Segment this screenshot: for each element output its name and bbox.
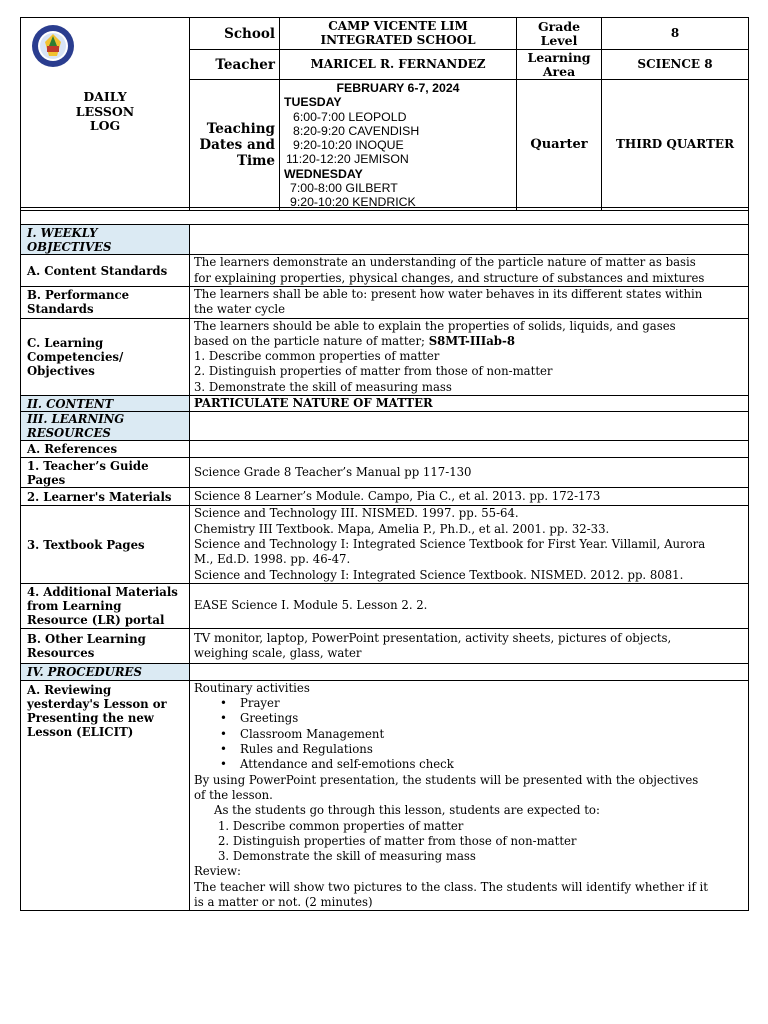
schedule-slot: 7:00-8:00 GILBERT — [290, 181, 398, 196]
objective-item: 3. Demonstrate the skill of measuring mass — [218, 849, 476, 864]
dates-label-line: Time — [236, 152, 275, 169]
table-row — [21, 396, 749, 412]
teachers-guide-label — [21, 458, 190, 488]
text-line: is a matter or not. (2 minutes) — [194, 895, 373, 910]
grade-level-value: 8 — [602, 18, 749, 50]
school-label: School — [190, 18, 280, 50]
area-label-line: Area — [542, 63, 576, 79]
table-row — [21, 225, 749, 255]
label-line: Presenting the new — [27, 710, 154, 725]
text-span: based on the particle nature of matter; — [194, 333, 429, 348]
additional-materials-value: EASE Science I. Module 5. Lesson 2. 2. — [190, 583, 749, 628]
label-line: C. Learning — [27, 335, 104, 350]
table-row — [21, 680, 749, 910]
text-line: The learners should be able to explain the properties of solids, liquids, and gases — [194, 318, 676, 333]
procedures-value — [190, 663, 749, 680]
table-row — [21, 628, 749, 663]
text-line: By using PowerPoint presentation, the students will be presented with the objectives — [194, 772, 699, 787]
content-standards-label: A. Content Standards — [21, 255, 190, 287]
additional-materials-label — [21, 583, 190, 628]
label-line: OBJECTIVES — [27, 239, 112, 254]
logo-title-cell — [21, 18, 190, 211]
label-line: I. WEEKLY — [27, 225, 98, 240]
dates-label-line: Dates and — [199, 136, 275, 153]
text-line: the water cycle — [194, 302, 286, 317]
dll-title-line: DAILY — [83, 89, 127, 104]
school-name — [280, 18, 517, 50]
grade-label-line: Level — [540, 32, 578, 48]
table-row — [21, 506, 749, 583]
label-line: Resource (LR) portal — [27, 612, 165, 627]
table-row — [21, 663, 749, 680]
label-line: Resources — [27, 645, 95, 660]
weekly-objectives-value — [190, 225, 749, 255]
text-line: TV monitor, laptop, PowerPoint presentation, activity sheets, pictures of objects, — [194, 630, 672, 645]
dll-title-line: LESSON — [75, 103, 135, 119]
content-section-label: II. CONTENT — [21, 396, 190, 412]
learning-resources-label — [21, 412, 190, 441]
text-line — [194, 334, 744, 349]
text-line: Science and Technology III. NISMED. 1997. pp. 55-64. — [194, 506, 519, 521]
textbook-pages-value — [190, 506, 749, 583]
competency-code: S8MT-IIIab-8 — [428, 333, 515, 348]
text-line: Science and Technology I: Integrated Science Textbook. NISMED. 2012. pp. 8081. — [194, 567, 684, 582]
reviewing-lesson-value — [190, 680, 749, 910]
schedule-slot: 9:20-10:20 INOQUE — [293, 138, 404, 153]
list-item: • Attendance and self-emotions check — [240, 757, 744, 772]
learning-area-label — [517, 50, 602, 80]
schedule-cell — [280, 80, 517, 211]
label-line: Objectives — [27, 363, 95, 378]
deped-seal-icon — [31, 24, 75, 68]
content-section-value: PARTICULATE NATURE OF MATTER — [190, 396, 749, 412]
list-item: • Rules and Regulations — [240, 742, 744, 757]
label-line: Competencies/ — [27, 349, 124, 364]
label-line: Standards — [27, 302, 94, 317]
text-line: for explaining properties, physical changes, and structure of substances and mixtures — [194, 270, 705, 285]
list-item: • Greetings — [240, 711, 744, 726]
grade-level-label — [517, 18, 602, 50]
learning-area-value: SCIENCE 8 — [602, 50, 749, 80]
label-line: Lesson (ELICIT) — [27, 724, 134, 739]
label-line: B. Performance — [27, 288, 130, 303]
routinary-list — [194, 696, 744, 772]
teachers-guide-value: Science Grade 8 Teacher’s Manual pp 117-130 — [190, 458, 749, 488]
list-item: • Classroom Management — [240, 727, 744, 742]
lesson-log-table — [20, 207, 749, 911]
table-row — [21, 488, 749, 506]
teacher-name: MARICEL R. FERNANDEZ — [280, 50, 517, 80]
teacher-label: Teacher — [190, 50, 280, 80]
competency-item: 3. Demonstrate the skill of measuring mass — [194, 379, 452, 394]
spacer-cell — [21, 208, 749, 225]
dll-title-line: LOG — [89, 118, 121, 133]
reviewing-lesson-label — [21, 680, 190, 910]
schedule-slot: 9:20-10:20 KENDRICK — [290, 195, 416, 210]
table-row — [21, 458, 749, 488]
learners-materials-label: 2. Learner's Materials — [21, 488, 190, 506]
performance-standards-value — [190, 287, 749, 319]
area-label-line: Learning — [527, 50, 591, 65]
weekly-objectives-label — [21, 225, 190, 255]
label-line: 1. Teacher’s Guide — [27, 458, 149, 473]
schedule-slot: 6:00-7:00 LEOPOLD — [293, 109, 407, 124]
label-line: 4. Additional Materials — [27, 584, 178, 599]
table-row — [21, 255, 749, 287]
school-name-line: CAMP VICENTE LIM — [328, 19, 468, 33]
text-line: As the students go through this lesson, students are expected to: — [214, 803, 600, 818]
table-row — [21, 287, 749, 319]
grade-label-line: Grade — [537, 19, 581, 34]
references-label: A. References — [21, 441, 190, 458]
label-line: B. Other Learning — [27, 631, 146, 646]
text-line: weighing scale, glass, water — [194, 645, 362, 660]
procedures-label: IV. PROCEDURES — [21, 663, 190, 680]
spacer-row — [21, 208, 749, 225]
text-line: The teacher will show two pictures to the class. The students will identify whether if it — [194, 879, 708, 894]
header-table — [20, 17, 749, 211]
routinary-heading: Routinary activities — [194, 680, 310, 695]
competency-item: 1. Describe common properties of matter — [194, 349, 440, 364]
performance-standards-label — [21, 287, 190, 319]
textbook-pages-label: 3. Textbook Pages — [21, 506, 190, 583]
list-item: • Prayer — [240, 696, 744, 711]
learners-materials-value: Science 8 Learner’s Module. Campo, Pia C., et al. 2013. pp. 172-173 — [190, 488, 749, 506]
competency-item: 2. Distinguish properties of matter from those of non-matter — [194, 364, 553, 379]
label-line: III. LEARNING — [27, 412, 125, 427]
schedule-slot: 8:20-9:20 CAVENDISH — [293, 123, 420, 138]
label-line: A. Reviewing — [27, 682, 112, 697]
text-line: The learners shall be able to: present how water behaves in its different states within — [194, 287, 703, 301]
label-line: yesterday's Lesson or — [27, 696, 167, 711]
learning-competencies-value — [190, 318, 749, 395]
text-line: Science and Technology I: Integrated Science Textbook for First Year. Villamil, Aurora — [194, 536, 706, 551]
quarter-value: THIRD QUARTER — [602, 80, 749, 211]
schedule-slot: 11:20-12:20 JEMISON — [286, 152, 409, 167]
label-line: from Learning — [27, 598, 122, 613]
table-row — [21, 412, 749, 441]
objective-item: 1. Describe common properties of matter — [218, 818, 464, 833]
dates-label-line: Teaching — [206, 120, 275, 137]
teaching-dates-label — [190, 80, 280, 211]
other-resources-label — [21, 628, 190, 663]
objective-item: 2. Distinguish properties of matter from those of non-matter — [218, 833, 577, 848]
day-tuesday: TUESDAY — [284, 95, 342, 110]
learning-resources-value — [190, 412, 749, 441]
references-value — [190, 441, 749, 458]
dll-title — [21, 90, 189, 134]
school-name-line: INTEGRATED SCHOOL — [320, 32, 476, 47]
text-line: of the lesson. — [194, 787, 273, 802]
table-row — [21, 583, 749, 628]
review-heading: Review: — [194, 864, 241, 879]
text-line: The learners demonstrate an understanding of the particle nature of matter as basis — [194, 255, 696, 270]
label-line: RESOURCES — [27, 426, 111, 441]
label-line: Pages — [27, 472, 66, 487]
content-standards-value — [190, 255, 749, 287]
table-row — [21, 441, 749, 458]
date-range: FEBRUARY 6-7, 2024 — [336, 81, 460, 95]
table-row — [21, 318, 749, 395]
text-line: M., Ed.D. 1998. pp. 46-47. — [194, 552, 351, 567]
learning-competencies-label — [21, 318, 190, 395]
day-wednesday: WEDNESDAY — [284, 166, 363, 181]
quarter-label: Quarter — [517, 80, 602, 211]
other-resources-value — [190, 628, 749, 663]
text-line: Chemistry III Textbook. Mapa, Amelia P., Ph.D., et al. 2001. pp. 32-33. — [194, 521, 610, 536]
